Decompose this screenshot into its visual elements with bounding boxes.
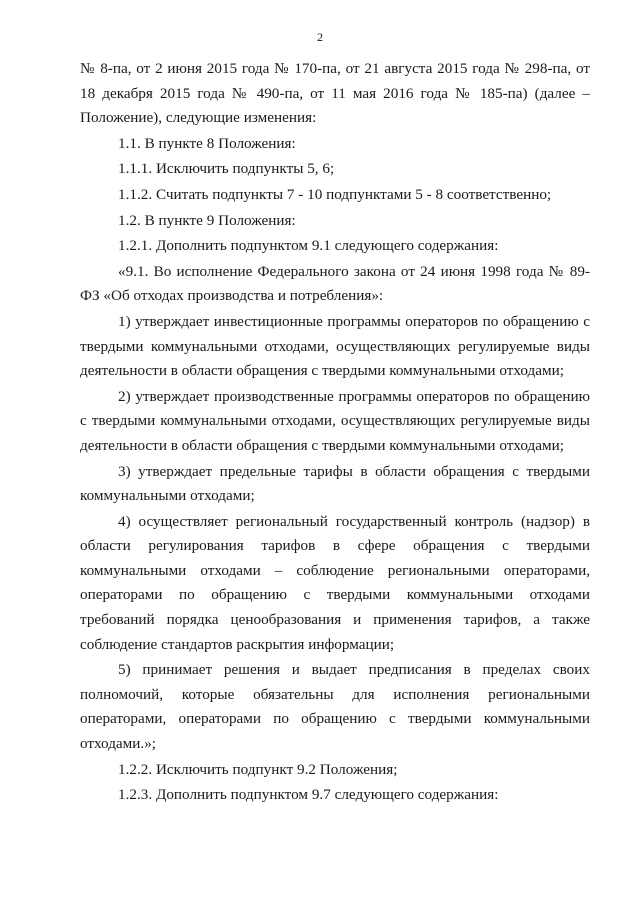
list-item-5: 5) принимает решения и выдает предписания в пределах своих полномочий, которые обязательны для исполнения региональными операторами, операторами по обращению с твердыми коммунальными отходами.»; — [80, 661, 590, 753]
list-item-4: 4) осуществляет региональный государственный контроль (надзор) в области регулирования тарифов в сфере обращения с твердыми коммунальными отходами – соблюдение региональными операторами, операторами по обращению с твердыми коммунальными отходами требований порядка ценообразования и применения тарифов, а также соблюдение стандартов раскрытия информации; — [80, 512, 590, 653]
document-body — [80, 57, 590, 808]
list-item-1: 1) утверждает инвестиционные программы операторов по обращению с твердыми коммунальными отходами, осуществляющих регулируемые виды деятельности в области обращения с твердыми коммунальными отходами; — [80, 312, 590, 380]
page-number: 2 — [317, 30, 323, 44]
paragraph-1-1-2: 1.1.2. Считать подпункты 7 - 10 подпунктами 5 - 8 соответственно; — [118, 185, 552, 203]
paragraph-1-2-1: 1.2.1. Дополнить подпунктом 9.1 следующего содержания: — [118, 237, 499, 255]
paragraph-1-2-2: 1.2.2. Исключить подпункт 9.2 Положения; — [118, 760, 398, 778]
list-item-3: 3) утверждает предельные тарифы в области обращения с твердыми коммунальными отходами; — [80, 462, 590, 505]
paragraph-1-1-1: 1.1.1. Исключить подпункты 5, 6; — [118, 160, 335, 178]
paragraph-1-2-3: 1.2.3. Дополнить подпунктом 9.7 следующего содержания: — [118, 786, 499, 804]
list-item-2: 2) утверждает производственные программы операторов по обращению с твердыми коммунальными отходами, осуществляющих регулируемые виды деятельности в области обращения с твердыми коммунальными отходами; — [80, 387, 590, 454]
paragraph-1-2: 1.2. В пункте 9 Положения: — [118, 211, 296, 229]
paragraph-1-1: 1.1. В пункте 8 Положения: — [118, 134, 296, 152]
paragraph-9-1: «9.1. Во исполнение Федерального закона от 24 июня 1998 года № 89-ФЗ «Об отходах производства и потребления»: — [80, 262, 590, 305]
paragraph-intro-continuation: № 8-па, от 2 июня 2015 года № 170-па, от 21 августа 2015 года № 298-па, от 18 декабря 2015 года № 490-па, от 11 мая 2016 года № 185-па) (далее – Положение), следующие изменения: — [80, 60, 590, 127]
